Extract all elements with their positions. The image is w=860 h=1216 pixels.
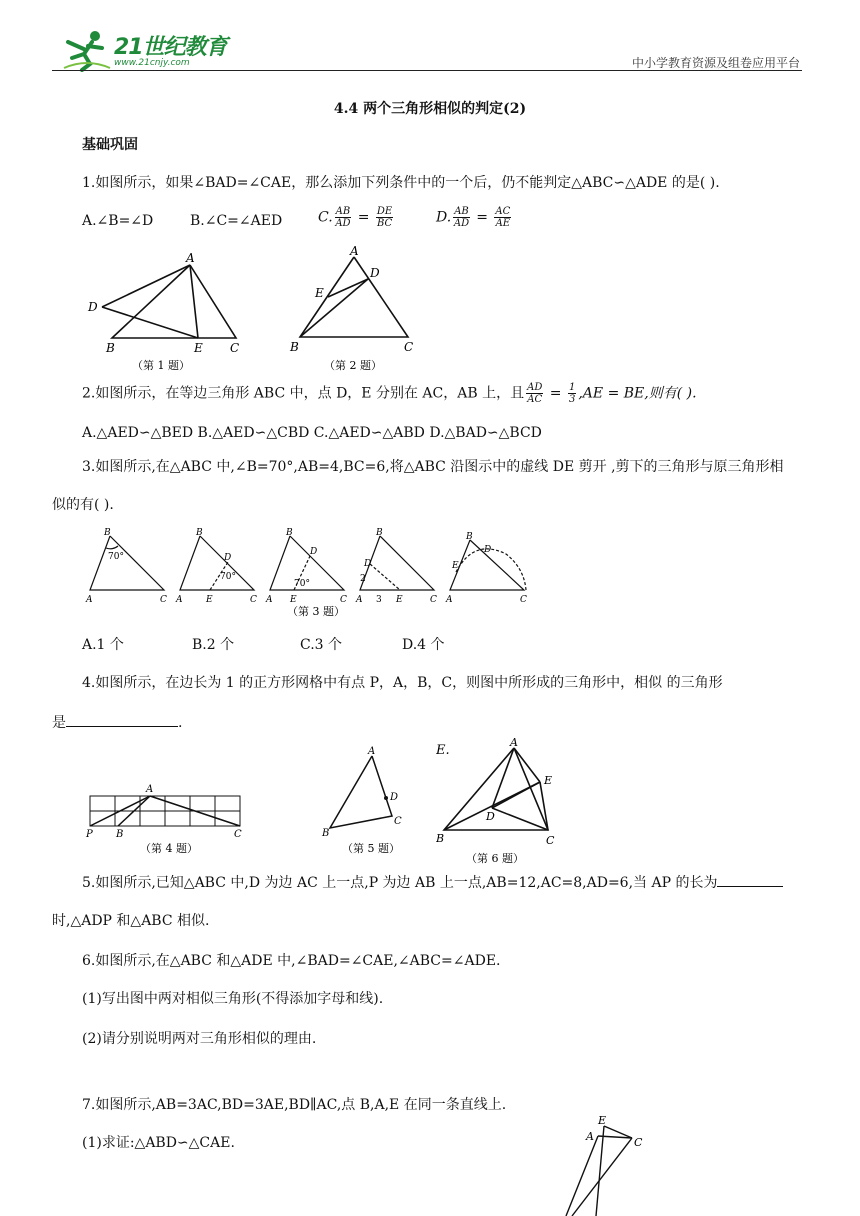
q5-stem-line2: 时,△ADP 和△ABC 相似. (52, 913, 210, 929)
q4-stem-line2: 是 . (52, 715, 183, 731)
figure-q4 (82, 780, 252, 858)
fig3-caption: （第 3 题） (287, 605, 345, 618)
svg-text:E: E (396, 595, 403, 605)
svg-text:A: A (186, 251, 195, 265)
svg-text:70°: 70° (220, 572, 236, 582)
svg-text:D: D (310, 547, 318, 557)
svg-text:C: C (430, 595, 437, 605)
q7-stem: 7.如图所示,AB=3AC,BD=3AE,BD∥AC,点 B,A,E 在同一条直线上. (82, 1097, 507, 1113)
svg-text:B: B (436, 832, 445, 845)
svg-text:C: C (634, 1136, 643, 1149)
svg-text:E: E (206, 595, 213, 605)
q1-option-a: A.∠B=∠D (82, 213, 154, 229)
svg-text:C: C (404, 340, 414, 354)
q3-stem-line2: 似的有( ). (52, 497, 114, 513)
svg-text:D: D (88, 300, 98, 314)
q1-stem: 1.如图所示，如果∠BAD=∠CAE，那么添加下列条件中的一个后，仍不能判定△ABC∽△ADE 的是( ). (82, 175, 720, 191)
logo (62, 28, 232, 74)
svg-text:C: C (340, 595, 347, 605)
svg-text:B: B (104, 528, 111, 538)
svg-text:E: E (544, 774, 553, 787)
svg-text:B: B (376, 528, 383, 538)
svg-text:P: P (86, 829, 93, 840)
svg-text:A: A (586, 1130, 594, 1143)
svg-text:C: C (520, 595, 527, 605)
platform-name: 中小学教育资源及组卷应用平台 (631, 56, 800, 70)
svg-text:C: C (394, 816, 402, 827)
svg-text:D: D (390, 792, 399, 803)
runner-icon (62, 28, 112, 72)
svg-text:E: E (194, 341, 203, 355)
svg-text:A: A (176, 595, 183, 605)
svg-text:D: D (370, 266, 380, 280)
q3-option-a: A.1 个 (82, 637, 124, 653)
svg-text:70°: 70° (294, 579, 310, 589)
svg-text:C: C (234, 829, 242, 840)
q2-options: A.△AED∽△BED B.△AED∽△CBD C.△AED∽△ABD D.△BAD∽△BCD (82, 425, 542, 441)
header-divider (52, 70, 802, 71)
q6-part1: (1)写出图中两对相似三角形(不得添加字母和线). (82, 991, 384, 1007)
q1-option-c: C. $\frac{AB}{AD}$ = $\frac{DE}{BC}$ (318, 206, 393, 229)
svg-text:C: C (230, 341, 240, 355)
svg-text:D: D (484, 545, 492, 555)
q1-option-b: B.∠C=∠AED (190, 213, 283, 229)
figure-q5 (318, 744, 418, 860)
svg-text:E: E (452, 561, 459, 571)
q6-stem: 6.如图所示,在△ABC 和△ADE 中,∠BAD=∠CAE,∠ABC=∠ADE. (82, 953, 501, 969)
svg-text:A: A (368, 746, 376, 757)
fig6-caption: （第 6 题） (466, 852, 524, 865)
figure-q2 (282, 245, 432, 375)
svg-text:C: C (250, 595, 257, 605)
figure-q6 (436, 738, 566, 868)
svg-text:3: 3 (376, 595, 382, 605)
svg-text:A: A (356, 595, 363, 605)
fig2-caption: （第 2 题） (324, 359, 382, 372)
svg-text:A: A (146, 784, 154, 795)
figure-q3 (82, 526, 542, 622)
fig4-caption: （第 4 题） (140, 842, 198, 855)
section-heading: 基础巩固 (82, 137, 138, 153)
fig1-caption: （第 1 题） (132, 359, 190, 372)
svg-text:B: B (116, 829, 124, 840)
q1-option-d: D. $\frac{AB}{AD}$ = $\frac{AC}{AE}$ (436, 206, 511, 229)
svg-text:D: D (224, 553, 232, 563)
svg-text:A: A (266, 595, 273, 605)
svg-text:E: E (315, 286, 324, 300)
logo-text: 21世纪教育 (114, 35, 227, 60)
svg-text:B: B (322, 828, 330, 839)
svg-text:A: A (510, 738, 518, 749)
q3-stem-line1: 3.如图所示,在△ABC 中,∠B=70°,AB=4,BC=6,将△ABC 沿图示中的虚线 DE 剪开 ,剪下的三角形与原三角形相 (82, 459, 784, 475)
q2-stem: 2.如图所示，在等边三角形 ABC 中，点 D，E 分别在 AC，AB 上，且 $\frac{AD}{AC}$ = $\frac{1}{3}$ ,AE = BE,则有( ). (82, 382, 697, 405)
page-title: 4.4 两个三角形相似的判定(2) (333, 101, 527, 117)
logo-url: www.21cnjy.com (114, 58, 190, 68)
svg-text:A: A (446, 595, 453, 605)
figure-q1 (82, 250, 252, 375)
figure-q7 (560, 1110, 660, 1216)
svg-text:2: 2 (360, 574, 366, 584)
svg-text:E: E (290, 595, 297, 605)
q3-option-c: C.3 个 (300, 637, 343, 653)
svg-text:A: A (86, 595, 93, 605)
svg-text:A: A (350, 245, 359, 258)
q4-stem-line1: 4.如图所示，在边长为 1 的正方形网格中有点 P，A，B，C，则图中所形成的三角形中，相似 的三角形 (82, 675, 723, 691)
svg-text:D: D (364, 559, 372, 569)
svg-text:C: C (546, 834, 555, 847)
q6-part2: (2)请分别说明两对三角形相似的理由. (82, 1031, 317, 1047)
svg-text:70°: 70° (108, 552, 124, 562)
q7-part1: (1)求证:△ABD∽△CAE. (82, 1135, 235, 1151)
svg-text:B: B (106, 341, 115, 355)
q3-option-d: D.4 个 (402, 637, 445, 653)
svg-text:D: D (486, 810, 495, 823)
q3-option-b: B.2 个 (192, 637, 235, 653)
svg-text:C: C (160, 595, 167, 605)
fig5-caption: （第 5 题） (342, 842, 400, 855)
svg-text:B: B (286, 528, 293, 538)
svg-text:B: B (466, 532, 473, 542)
svg-text:B: B (290, 340, 299, 354)
fig6-label: E. (436, 743, 450, 758)
svg-text:E: E (598, 1114, 607, 1127)
q5-stem-line1: 5.如图所示,已知△ABC 中,D 为边 AC 上一点,P 为边 AB 上一点,AB=12,AC=8,AD=6,当 AP 的长为 (82, 874, 783, 892)
svg-text:B: B (196, 528, 203, 538)
